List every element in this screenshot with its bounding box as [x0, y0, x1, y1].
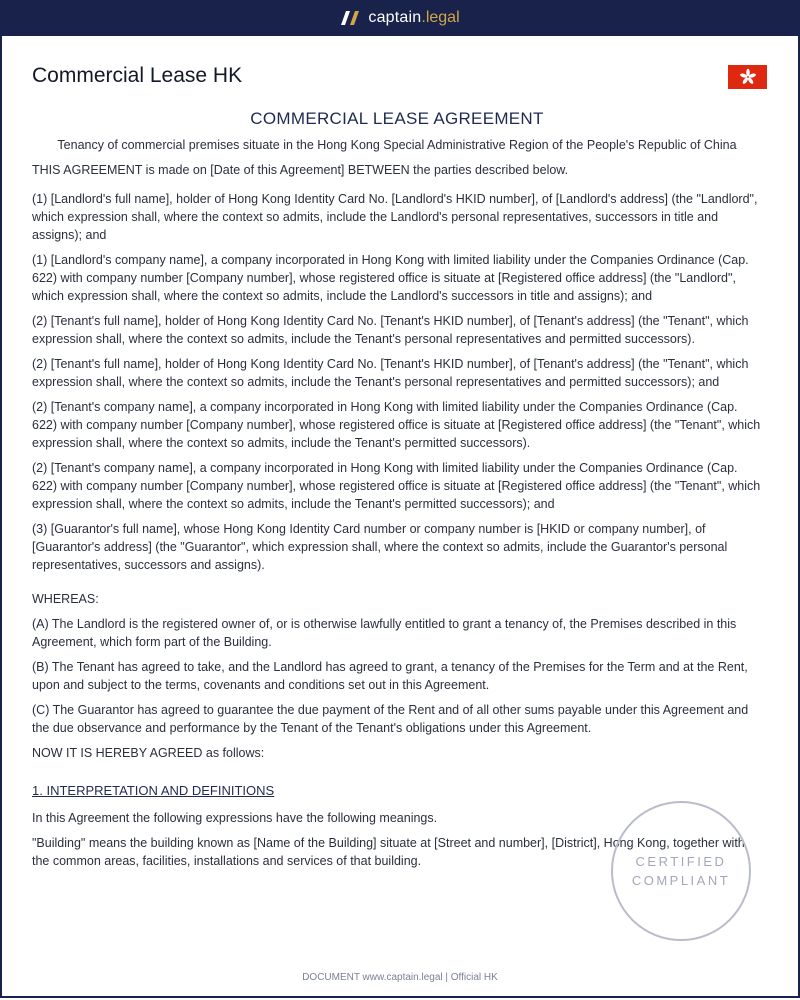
- document-body: [32, 110, 762, 948]
- party-clause: (3) [Guarantor's full name], whose Hong Kong Identity Card number or company number is [HKID or company number], of [Guarantor's address] (the "Guarantor", which expression shall, where the context so admits, include the Guarantor's personal representatives, successors and assigns).: [32, 522, 728, 572]
- recital: (A) The Landlord is the registered owner of, or is otherwise lawfully entitled to grant a tenancy of, the Premises described in this Agreement, which form part of the Building.: [32, 617, 737, 649]
- section-heading: 1. INTERPRETATION AND DEFINITIONS: [32, 783, 275, 798]
- recital: (B) The Tenant has agreed to take, and the Landlord has agreed to grant, a tenancy of the Premises for the Term and at the Rent, upon and subject to the terms, covenants and conditions set out in this Agreement.: [32, 660, 748, 692]
- definition-building: "Building" means the building known as [Name of the Building] situate at [Street and number], [District], Hong Kong, together with the common areas, facilities, installations and services of that building.: [32, 836, 745, 868]
- recital: (C) The Guarantor has agreed to guarantee the due payment of the Rent and of all other sums payable under this Agreement and the due observance and performance by the Tenant of the Tenant's obligations under this Agreement.: [32, 703, 749, 735]
- footer: DOCUMENT www.captain.legal | Official HK: [302, 972, 498, 983]
- stamp-line-1: CERTIFIED: [635, 854, 727, 869]
- party-clause: (2) [Tenant's full name], holder of Hong Kong Identity Card No. [Tenant's HKID number], of [Tenant's address] (the "Tenant", which expression shall, where the context so admits, include the Tenant's personal representatives and permitted successors).: [32, 314, 749, 346]
- party-clause: (1) [Landlord's full name], holder of Hong Kong Identity Card No. [Landlord's HKID number], of [Landlord's address] (the "Landlord", which expression shall, where the context so admits, include the Landlord's personal representatives, successors in title and assigns); and: [32, 192, 758, 242]
- hong-kong-flag-icon: [728, 65, 767, 89]
- brand[interactable]: [340, 9, 459, 27]
- top-bar: [0, 0, 800, 36]
- double-slash-logo-icon: [340, 10, 360, 26]
- whereas-label: WHEREAS:: [32, 592, 99, 606]
- agreement-heading: COMMERCIAL LEASE AGREEMENT: [250, 110, 544, 128]
- agreement-subtitle: Tenancy of commercial premises situate in the Hong Kong Special Administrative Region of the People's Republic of China: [57, 138, 737, 152]
- party-clause: (1) [Landlord's company name], a company incorporated in Hong Kong with limited liability under the Companies Ordinance (Cap. 622) with company number [Company number], whose registered office is situate at [Registered office address] (the "Landlord", which expression shall, where the context so admits, include the Landlord's successors in title and assigns); and: [32, 253, 749, 303]
- party-clause: (2) [Tenant's full name], holder of Hong Kong Identity Card No. [Tenant's HKID number], of [Tenant's address] (the "Tenant", which expression shall, where the context so admits, include the Tenant's personal representatives and permitted successors); and: [32, 357, 749, 389]
- agreed-line: NOW IT IS HEREBY AGREED as follows:: [32, 746, 265, 760]
- page-title: Commercial Lease HK: [32, 64, 243, 87]
- brand-name: captain: [368, 9, 422, 26]
- party-clause: (2) [Tenant's company name], a company incorporated in Hong Kong with limited liability under the Companies Ordinance (Cap. 622) with company number [Company number], whose registered office is situate at [Registered office address] (the "Tenant", which expression shall, where the context so admits, include the Tenant's permitted successors); and: [32, 461, 761, 511]
- party-clause: (2) [Tenant's company name], a company incorporated in Hong Kong with limited liability under the Companies Ordinance (Cap. 622) with company number [Company number], whose registered office is situate at [Registered office address] (the "Tenant", which expression shall, where the context so admits, include the Tenant's permitted successors).: [32, 400, 761, 450]
- brand-tld: .legal: [421, 9, 460, 26]
- section-intro: In this Agreement the following expressions have the following meanings.: [32, 811, 438, 825]
- agreement-date-line: THIS AGREEMENT is made on [Date of this Agreement] BETWEEN the parties described below.: [32, 163, 569, 177]
- stamp-line-2: COMPLIANT: [631, 873, 731, 888]
